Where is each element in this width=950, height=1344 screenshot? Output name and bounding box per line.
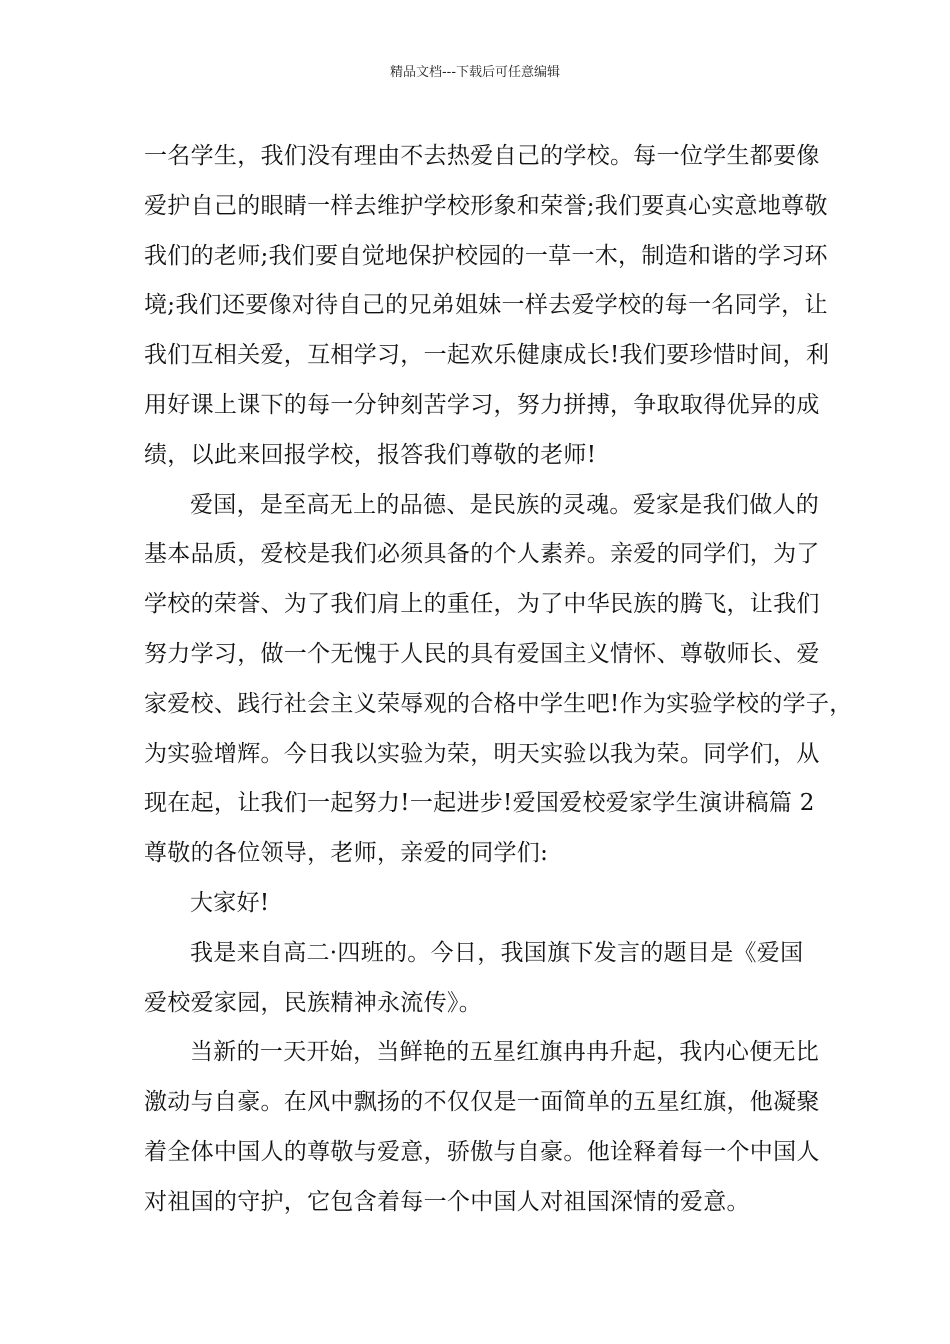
text-line: 我是来自高二·四班的。今日，我国旗下发言的题目是《爱国 (190, 939, 804, 966)
text-line: 大家好! (190, 889, 270, 916)
text-line: 当新的一天开始，当鲜艳的五星红旗冉冉升起，我内心便无比 (190, 1039, 820, 1066)
text-line: 绩，以此来回报学校，报答我们尊敬的老师! (144, 441, 597, 468)
document-body (144, 132, 853, 1228)
text-line: 爱校爱家园，民族精神永流传》。 (144, 989, 482, 1016)
text-line: 我们互相关爱，互相学习，一起欢乐健康成长!我们要珍惜时间，利 (144, 342, 830, 369)
text-line: 现在起，让我们一起努力!一起进步!爱国爱校爱家学生演讲稿篇 2 (144, 790, 815, 817)
text-line: 家爱校、践行社会主义荣辱观的合格中学生吧!作为实验学校的学子， (144, 690, 853, 717)
text-line: 着全体中国人的尊敬与爱意，骄傲与自豪。他诠释着每一个中国人 (144, 1138, 820, 1165)
text-line: 学校的荣誉、为了我们肩上的重任，为了中华民族的腾飞，让我们 (144, 591, 820, 618)
text-line: 境;我们还要像对待自己的兄弟姐妹一样去爱学校的每一名同学，让 (144, 292, 828, 319)
text-line: 尊敬的各位领导，老师，亲爱的同学们: (144, 840, 549, 867)
text-line: 基本品质，爱校是我们必须具备的个人素养。亲爱的同学们，为了 (144, 541, 820, 568)
text-line: 我们的老师;我们要自觉地保护校园的一草一木，制造和谐的学习环 (144, 242, 828, 269)
text-line: 爱护自己的眼睛一样去维护学校形象和荣誉;我们要真心实意地尊敬 (144, 192, 828, 219)
text-line: 一名学生，我们没有理由不去热爱自己的学校。每一位学生都要像 (144, 143, 820, 169)
page-header: 精品文档---下载后可任意编辑 (389, 65, 561, 80)
text-line: 爱国，是至高无上的品德、是民族的灵魂。爱家是我们做人的 (190, 491, 820, 518)
text-line: 对祖国的守护，它包含着每一个中国人对祖国深情的爱意。 (144, 1188, 750, 1215)
text-line: 用好课上课下的每一分钟刻苦学习，努力拼搏，争取取得优异的成 (144, 391, 820, 418)
text-line: 激动与自豪。在风中飘扬的不仅仅是一面简单的五星红旗，他凝聚 (144, 1089, 820, 1116)
text-line: 努力学习，做一个无愧于人民的具有爱国主义情怀、尊敬师长、爱 (144, 640, 820, 667)
text-line: 为实验增辉。今日我以实验为荣，明天实验以我为荣。同学们，从 (144, 740, 820, 767)
